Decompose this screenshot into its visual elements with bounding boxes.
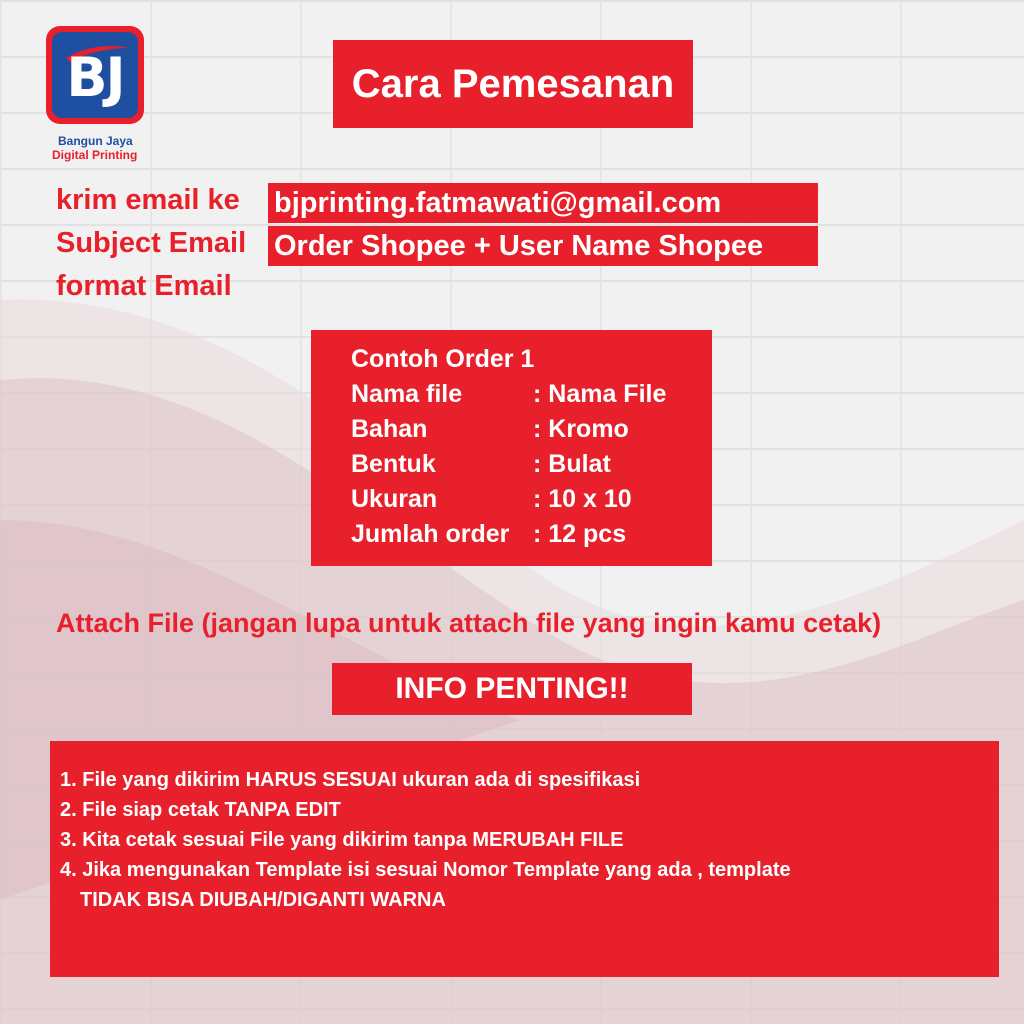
email-label: krim email ke <box>56 184 240 216</box>
email-value: bjprinting.fatmawati@gmail.com <box>268 183 818 223</box>
order-example-box <box>311 330 712 566</box>
subject-label: Subject Email <box>56 227 247 259</box>
logo-letters: BJ <box>66 46 124 109</box>
order-row-value: : Kromo <box>533 415 629 443</box>
order-row-value: : 10 x 10 <box>533 485 632 513</box>
logo-inner <box>52 32 138 118</box>
order-row-value: : Bulat <box>533 450 611 478</box>
bj-logo <box>46 26 144 124</box>
info-line: 2. File siap cetak TANPA EDIT <box>60 799 341 821</box>
order-row <box>351 447 712 482</box>
logo-caption-tagline: Digital Printing <box>52 148 138 162</box>
format-label: format Email <box>56 270 232 302</box>
order-row <box>351 482 712 517</box>
order-row <box>351 517 712 552</box>
info-line: 1. File yang dikirim HARUS SESUAI ukuran ada di spesifikasi <box>60 769 641 791</box>
info-title: INFO PENTING!! <box>332 663 692 715</box>
order-row-key: Bentuk <box>351 450 436 478</box>
logo-caption-company: Bangun Jaya <box>58 134 133 148</box>
order-row-key: Jumlah order <box>351 520 510 548</box>
order-example-title: Contoh Order 1 <box>351 345 535 373</box>
order-row <box>351 377 712 412</box>
info-box <box>50 741 999 977</box>
info-line: 4. Jika mengunakan Template isi sesuai Nomor Template yang ada , template <box>60 859 791 881</box>
order-row <box>351 412 712 447</box>
order-row-value: : 12 pcs <box>533 520 627 548</box>
info-line-continuation: TIDAK BISA DIUBAH/DIGANTI WARNA <box>80 889 446 911</box>
page-title: Cara Pemesanan <box>333 40 693 128</box>
order-row-value: : Nama File <box>533 380 667 408</box>
subject-value: Order Shopee + User Name Shopee <box>268 226 818 266</box>
attach-file-note: Attach File (jangan lupa untuk attach file yang ingin kamu cetak) <box>56 608 882 638</box>
order-row-key: Nama file <box>351 380 463 408</box>
order-row-key: Ukuran <box>351 485 438 513</box>
order-row-key: Bahan <box>351 415 428 443</box>
info-line: 3. Kita cetak sesuai File yang dikirim tanpa MERUBAH FILE <box>60 829 624 851</box>
